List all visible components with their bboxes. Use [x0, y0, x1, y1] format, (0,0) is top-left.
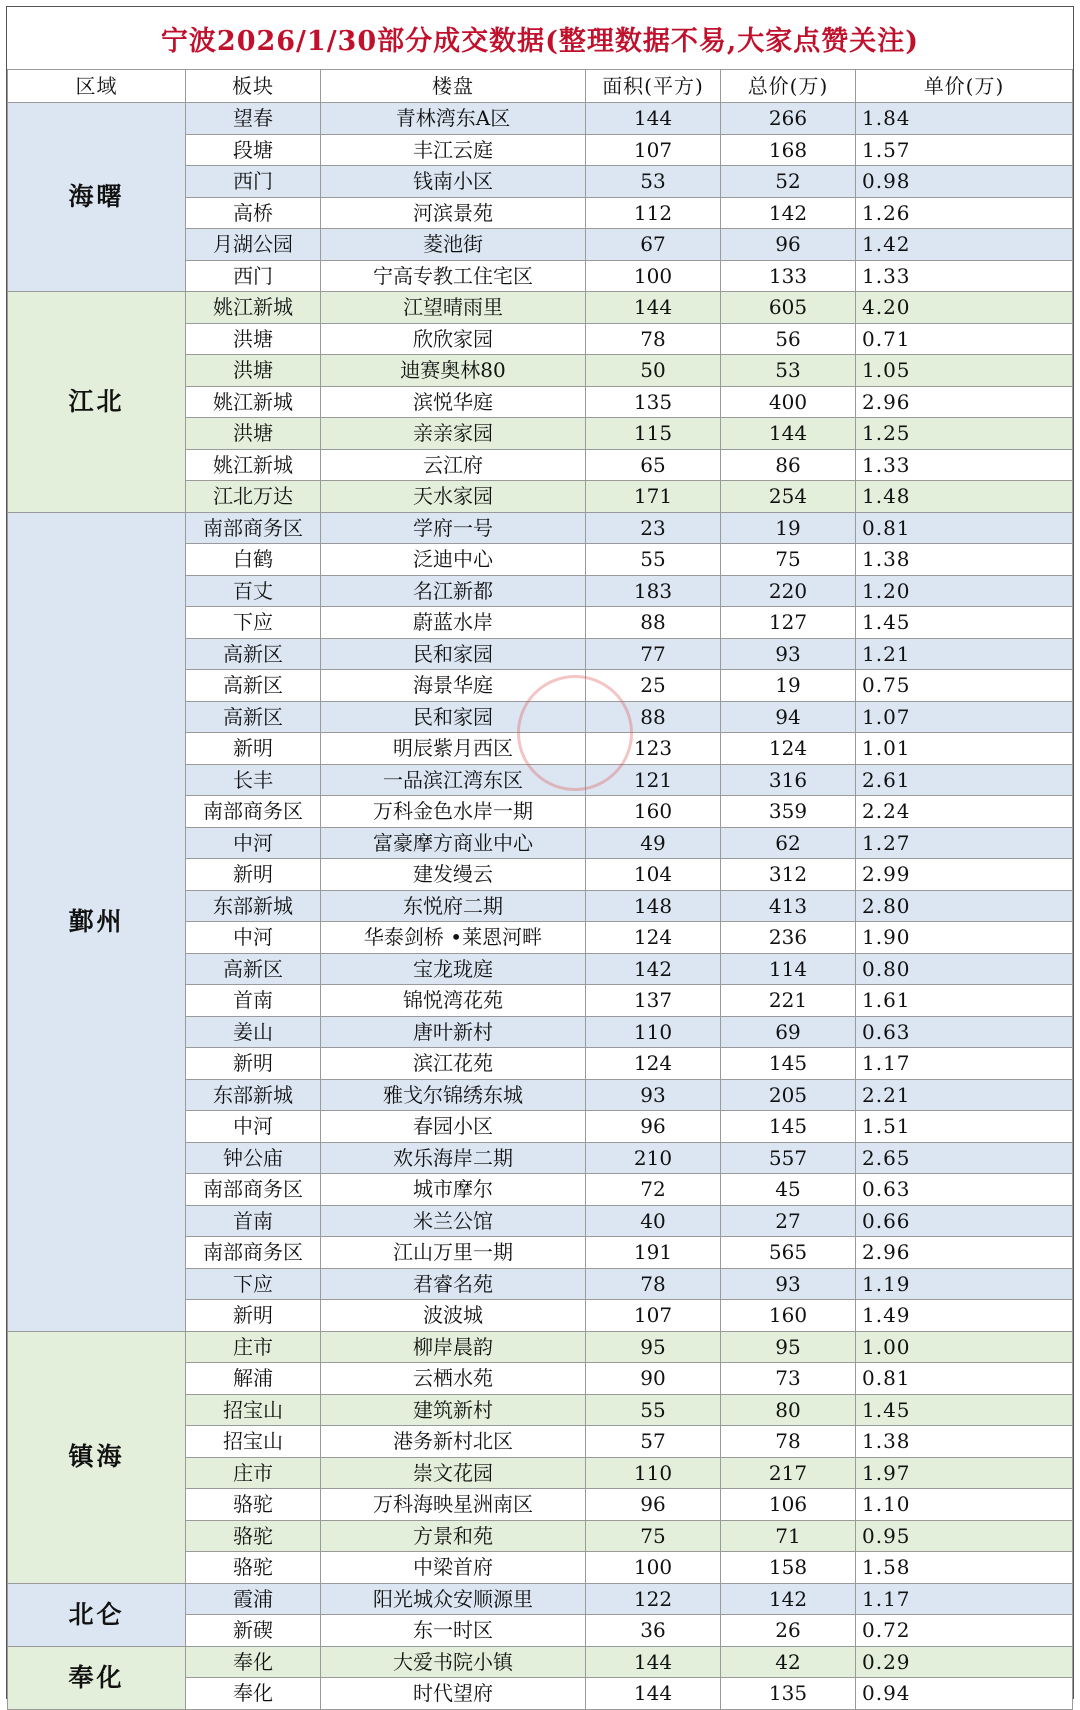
- unit-price-cell: 1.33: [856, 449, 1073, 481]
- total-price-cell: 312: [721, 859, 856, 891]
- estate-cell: 波波城: [321, 1300, 586, 1332]
- unit-price-cell: 0.66: [856, 1205, 1073, 1237]
- area-cell: 110: [586, 1457, 721, 1489]
- sector-cell: 高新区: [186, 953, 321, 985]
- area-cell: 183: [586, 575, 721, 607]
- estate-cell: 港务新村北区: [321, 1426, 586, 1458]
- unit-price-cell: 2.24: [856, 796, 1073, 828]
- area-cell: 144: [586, 1646, 721, 1678]
- unit-price-cell: 0.72: [856, 1615, 1073, 1647]
- estate-cell: 滨江花苑: [321, 1048, 586, 1080]
- total-price-cell: 62: [721, 827, 856, 859]
- unit-price-cell: 2.99: [856, 859, 1073, 891]
- area-cell: 78: [586, 323, 721, 355]
- estate-cell: 钱南小区: [321, 166, 586, 198]
- sector-cell: 庄市: [186, 1457, 321, 1489]
- area-cell: 53: [586, 166, 721, 198]
- area-cell: 93: [586, 1079, 721, 1111]
- header-total-price: 总价(万): [721, 70, 856, 103]
- unit-price-cell: 1.01: [856, 733, 1073, 765]
- estate-cell: 天水家园: [321, 481, 586, 513]
- area-cell: 210: [586, 1142, 721, 1174]
- sector-cell: 下应: [186, 1268, 321, 1300]
- unit-price-cell: 0.80: [856, 953, 1073, 985]
- total-price-cell: 605: [721, 292, 856, 324]
- estate-cell: 蔚蓝水岸: [321, 607, 586, 639]
- unit-price-cell: 1.57: [856, 134, 1073, 166]
- sector-cell: 西门: [186, 260, 321, 292]
- total-price-cell: 168: [721, 134, 856, 166]
- sector-cell: 新明: [186, 1300, 321, 1332]
- sector-cell: 首南: [186, 1205, 321, 1237]
- total-price-cell: 565: [721, 1237, 856, 1269]
- estate-cell: 方景和苑: [321, 1520, 586, 1552]
- region-cell: 奉化: [8, 1646, 186, 1709]
- area-cell: 88: [586, 701, 721, 733]
- area-cell: 72: [586, 1174, 721, 1206]
- estate-cell: 河滨景苑: [321, 197, 586, 229]
- total-price-cell: 19: [721, 670, 856, 702]
- area-cell: 50: [586, 355, 721, 387]
- estate-cell: 春园小区: [321, 1111, 586, 1143]
- estate-cell: 泛迪中心: [321, 544, 586, 576]
- sector-cell: 南部商务区: [186, 796, 321, 828]
- area-cell: 191: [586, 1237, 721, 1269]
- unit-price-cell: 1.38: [856, 1426, 1073, 1458]
- sector-cell: 新明: [186, 859, 321, 891]
- sector-cell: 招宝山: [186, 1394, 321, 1426]
- area-cell: 123: [586, 733, 721, 765]
- sector-cell: 奉化: [186, 1678, 321, 1710]
- area-cell: 96: [586, 1111, 721, 1143]
- unit-price-cell: 1.61: [856, 985, 1073, 1017]
- total-price-cell: 133: [721, 260, 856, 292]
- sector-cell: 骆驼: [186, 1552, 321, 1584]
- sector-cell: 姚江新城: [186, 292, 321, 324]
- total-price-cell: 144: [721, 418, 856, 450]
- estate-cell: 时代望府: [321, 1678, 586, 1710]
- area-cell: 107: [586, 134, 721, 166]
- sector-cell: 中河: [186, 922, 321, 954]
- estate-cell: 万科海映星洲南区: [321, 1489, 586, 1521]
- total-price-cell: 114: [721, 953, 856, 985]
- sector-cell: 中河: [186, 827, 321, 859]
- total-price-cell: 142: [721, 197, 856, 229]
- unit-price-cell: 2.80: [856, 890, 1073, 922]
- total-price-cell: 205: [721, 1079, 856, 1111]
- estate-cell: 欣欣家园: [321, 323, 586, 355]
- total-price-cell: 93: [721, 638, 856, 670]
- header-unit-price: 单价(万): [856, 70, 1073, 103]
- header-area: 面积(平方): [586, 70, 721, 103]
- sector-cell: 段塘: [186, 134, 321, 166]
- estate-cell: 华泰剑桥 •莱恩河畔: [321, 922, 586, 954]
- table-row: [8, 103, 1073, 135]
- sector-cell: 高桥: [186, 197, 321, 229]
- sector-cell: 东部新城: [186, 890, 321, 922]
- estate-cell: 明辰紫月西区: [321, 733, 586, 765]
- estate-cell: 云栖水苑: [321, 1363, 586, 1395]
- unit-price-cell: 1.48: [856, 481, 1073, 513]
- area-cell: 144: [586, 103, 721, 135]
- sector-cell: 南部商务区: [186, 1237, 321, 1269]
- table-body: [8, 103, 1073, 1710]
- sector-cell: 钟公庙: [186, 1142, 321, 1174]
- area-cell: 90: [586, 1363, 721, 1395]
- unit-price-cell: 2.65: [856, 1142, 1073, 1174]
- sector-cell: 姚江新城: [186, 386, 321, 418]
- unit-price-cell: 1.49: [856, 1300, 1073, 1332]
- unit-price-cell: 1.97: [856, 1457, 1073, 1489]
- estate-cell: 万科金色水岸一期: [321, 796, 586, 828]
- sector-cell: 望春: [186, 103, 321, 135]
- total-price-cell: 135: [721, 1678, 856, 1710]
- estate-cell: 欢乐海岸二期: [321, 1142, 586, 1174]
- estate-cell: 青林湾东A区: [321, 103, 586, 135]
- area-cell: 110: [586, 1016, 721, 1048]
- estate-cell: 滨悦华庭: [321, 386, 586, 418]
- sector-cell: 解浦: [186, 1363, 321, 1395]
- unit-price-cell: 2.21: [856, 1079, 1073, 1111]
- estate-cell: 江山万里一期: [321, 1237, 586, 1269]
- total-price-cell: 413: [721, 890, 856, 922]
- area-cell: 67: [586, 229, 721, 261]
- sector-cell: 东部新城: [186, 1079, 321, 1111]
- sector-cell: 百丈: [186, 575, 321, 607]
- area-cell: 148: [586, 890, 721, 922]
- sector-cell: 白鹤: [186, 544, 321, 576]
- unit-price-cell: 1.38: [856, 544, 1073, 576]
- unit-price-cell: 1.10: [856, 1489, 1073, 1521]
- unit-price-cell: 0.71: [856, 323, 1073, 355]
- area-cell: 95: [586, 1331, 721, 1363]
- total-price-cell: 106: [721, 1489, 856, 1521]
- unit-price-cell: 4.20: [856, 292, 1073, 324]
- area-cell: 115: [586, 418, 721, 450]
- area-cell: 160: [586, 796, 721, 828]
- unit-price-cell: 1.21: [856, 638, 1073, 670]
- total-price-cell: 316: [721, 764, 856, 796]
- unit-price-cell: 0.63: [856, 1016, 1073, 1048]
- area-cell: 121: [586, 764, 721, 796]
- area-cell: 75: [586, 1520, 721, 1552]
- total-price-cell: 124: [721, 733, 856, 765]
- area-cell: 40: [586, 1205, 721, 1237]
- estate-cell: 学府一号: [321, 512, 586, 544]
- region-cell: 江北: [8, 292, 186, 513]
- unit-price-cell: 1.33: [856, 260, 1073, 292]
- header-region: 区域: [8, 70, 186, 103]
- sector-cell: 洪塘: [186, 355, 321, 387]
- total-price-cell: 53: [721, 355, 856, 387]
- total-price-cell: 94: [721, 701, 856, 733]
- unit-price-cell: 1.19: [856, 1268, 1073, 1300]
- unit-price-cell: 1.05: [856, 355, 1073, 387]
- estate-cell: 城市摩尔: [321, 1174, 586, 1206]
- transaction-table: [7, 69, 1073, 1710]
- unit-price-cell: 0.95: [856, 1520, 1073, 1552]
- total-price-cell: 27: [721, 1205, 856, 1237]
- sheet-title: 宁波2026/1/30部分成交数据(整理数据不易,大家点赞关注): [7, 7, 1073, 70]
- sector-cell: 月湖公园: [186, 229, 321, 261]
- unit-price-cell: 1.27: [856, 827, 1073, 859]
- table-row: [8, 292, 1073, 324]
- total-price-cell: 19: [721, 512, 856, 544]
- sector-cell: 南部商务区: [186, 512, 321, 544]
- total-price-cell: 26: [721, 1615, 856, 1647]
- area-cell: 142: [586, 953, 721, 985]
- estate-cell: 云江府: [321, 449, 586, 481]
- unit-price-cell: 0.29: [856, 1646, 1073, 1678]
- area-cell: 122: [586, 1583, 721, 1615]
- area-cell: 137: [586, 985, 721, 1017]
- estate-cell: 柳岸晨韵: [321, 1331, 586, 1363]
- estate-cell: 名江新都: [321, 575, 586, 607]
- total-price-cell: 71: [721, 1520, 856, 1552]
- total-price-cell: 75: [721, 544, 856, 576]
- sector-cell: 洪塘: [186, 323, 321, 355]
- estate-cell: 民和家园: [321, 638, 586, 670]
- area-cell: 112: [586, 197, 721, 229]
- total-price-cell: 52: [721, 166, 856, 198]
- estate-cell: 宝龙珑庭: [321, 953, 586, 985]
- total-price-cell: 254: [721, 481, 856, 513]
- unit-price-cell: 1.26: [856, 197, 1073, 229]
- area-cell: 144: [586, 1678, 721, 1710]
- area-cell: 49: [586, 827, 721, 859]
- estate-cell: 一品滨江湾东区: [321, 764, 586, 796]
- area-cell: 100: [586, 260, 721, 292]
- unit-price-cell: 1.45: [856, 607, 1073, 639]
- area-cell: 104: [586, 859, 721, 891]
- total-price-cell: 217: [721, 1457, 856, 1489]
- estate-cell: 亲亲家园: [321, 418, 586, 450]
- estate-cell: 海景华庭: [321, 670, 586, 702]
- total-price-cell: 69: [721, 1016, 856, 1048]
- unit-price-cell: 1.20: [856, 575, 1073, 607]
- sector-cell: 洪塘: [186, 418, 321, 450]
- estate-cell: 东一时区: [321, 1615, 586, 1647]
- sector-cell: 中河: [186, 1111, 321, 1143]
- unit-price-cell: 0.98: [856, 166, 1073, 198]
- sector-cell: 南部商务区: [186, 1174, 321, 1206]
- sector-cell: 首南: [186, 985, 321, 1017]
- unit-price-cell: 1.58: [856, 1552, 1073, 1584]
- total-price-cell: 142: [721, 1583, 856, 1615]
- unit-price-cell: 1.00: [856, 1331, 1073, 1363]
- area-cell: 78: [586, 1268, 721, 1300]
- table-row: [8, 512, 1073, 544]
- total-price-cell: 145: [721, 1111, 856, 1143]
- total-price-cell: 221: [721, 985, 856, 1017]
- unit-price-cell: 0.81: [856, 512, 1073, 544]
- sector-cell: 下应: [186, 607, 321, 639]
- total-price-cell: 95: [721, 1331, 856, 1363]
- estate-cell: 建发缦云: [321, 859, 586, 891]
- area-cell: 88: [586, 607, 721, 639]
- region-cell: 海曙: [8, 103, 186, 292]
- total-price-cell: 145: [721, 1048, 856, 1080]
- estate-cell: 大爱书院小镇: [321, 1646, 586, 1678]
- unit-price-cell: 1.51: [856, 1111, 1073, 1143]
- unit-price-cell: 1.07: [856, 701, 1073, 733]
- sector-cell: 高新区: [186, 670, 321, 702]
- unit-price-cell: 1.90: [856, 922, 1073, 954]
- area-cell: 77: [586, 638, 721, 670]
- sector-cell: 姜山: [186, 1016, 321, 1048]
- total-price-cell: 359: [721, 796, 856, 828]
- estate-cell: 锦悦湾花苑: [321, 985, 586, 1017]
- total-price-cell: 93: [721, 1268, 856, 1300]
- estate-cell: 民和家园: [321, 701, 586, 733]
- unit-price-cell: 1.45: [856, 1394, 1073, 1426]
- total-price-cell: 42: [721, 1646, 856, 1678]
- area-cell: 65: [586, 449, 721, 481]
- unit-price-cell: 2.61: [856, 764, 1073, 796]
- region-cell: 北仑: [8, 1583, 186, 1646]
- total-price-cell: 127: [721, 607, 856, 639]
- header-row: [8, 70, 1073, 103]
- area-cell: 124: [586, 922, 721, 954]
- area-cell: 57: [586, 1426, 721, 1458]
- estate-cell: 丰江云庭: [321, 134, 586, 166]
- estate-cell: 东悦府二期: [321, 890, 586, 922]
- estate-cell: 建筑新村: [321, 1394, 586, 1426]
- total-price-cell: 73: [721, 1363, 856, 1395]
- total-price-cell: 400: [721, 386, 856, 418]
- estate-cell: 君睿名苑: [321, 1268, 586, 1300]
- unit-price-cell: 2.96: [856, 386, 1073, 418]
- total-price-cell: 56: [721, 323, 856, 355]
- estate-cell: 米兰公馆: [321, 1205, 586, 1237]
- area-cell: 55: [586, 544, 721, 576]
- total-price-cell: 96: [721, 229, 856, 261]
- sector-cell: 西门: [186, 166, 321, 198]
- area-cell: 36: [586, 1615, 721, 1647]
- estate-cell: 唐叶新村: [321, 1016, 586, 1048]
- unit-price-cell: 1.17: [856, 1583, 1073, 1615]
- unit-price-cell: 0.94: [856, 1678, 1073, 1710]
- sector-cell: 奉化: [186, 1646, 321, 1678]
- unit-price-cell: 2.96: [856, 1237, 1073, 1269]
- sector-cell: 高新区: [186, 701, 321, 733]
- sector-cell: 江北万达: [186, 481, 321, 513]
- total-price-cell: 160: [721, 1300, 856, 1332]
- area-cell: 55: [586, 1394, 721, 1426]
- total-price-cell: 236: [721, 922, 856, 954]
- unit-price-cell: 1.25: [856, 418, 1073, 450]
- total-price-cell: 220: [721, 575, 856, 607]
- table-row: [8, 1331, 1073, 1363]
- sector-cell: 新明: [186, 733, 321, 765]
- sector-cell: 新明: [186, 1048, 321, 1080]
- total-price-cell: 158: [721, 1552, 856, 1584]
- unit-price-cell: 1.84: [856, 103, 1073, 135]
- estate-cell: 富豪摩方商业中心: [321, 827, 586, 859]
- region-cell: 镇海: [8, 1331, 186, 1583]
- unit-price-cell: 0.63: [856, 1174, 1073, 1206]
- unit-price-cell: 1.17: [856, 1048, 1073, 1080]
- estate-cell: 江望晴雨里: [321, 292, 586, 324]
- total-price-cell: 80: [721, 1394, 856, 1426]
- sector-cell: 霞浦: [186, 1583, 321, 1615]
- unit-price-cell: 0.81: [856, 1363, 1073, 1395]
- total-price-cell: 45: [721, 1174, 856, 1206]
- estate-cell: 中梁首府: [321, 1552, 586, 1584]
- total-price-cell: 78: [721, 1426, 856, 1458]
- table-row: [8, 1583, 1073, 1615]
- total-price-cell: 266: [721, 103, 856, 135]
- sector-cell: 姚江新城: [186, 449, 321, 481]
- sector-cell: 长丰: [186, 764, 321, 796]
- sector-cell: 骆驼: [186, 1520, 321, 1552]
- total-price-cell: 557: [721, 1142, 856, 1174]
- data-sheet: [6, 6, 1074, 1706]
- area-cell: 144: [586, 292, 721, 324]
- sector-cell: 骆驼: [186, 1489, 321, 1521]
- unit-price-cell: 0.75: [856, 670, 1073, 702]
- estate-cell: 宁高专教工住宅区: [321, 260, 586, 292]
- estate-cell: 雅戈尔锦绣东城: [321, 1079, 586, 1111]
- sector-cell: 招宝山: [186, 1426, 321, 1458]
- sector-cell: 新碶: [186, 1615, 321, 1647]
- estate-cell: 崇文花园: [321, 1457, 586, 1489]
- area-cell: 96: [586, 1489, 721, 1521]
- total-price-cell: 86: [721, 449, 856, 481]
- area-cell: 124: [586, 1048, 721, 1080]
- estate-cell: 阳光城众安顺源里: [321, 1583, 586, 1615]
- table-row: [8, 1646, 1073, 1678]
- unit-price-cell: 1.42: [856, 229, 1073, 261]
- sector-cell: 高新区: [186, 638, 321, 670]
- area-cell: 100: [586, 1552, 721, 1584]
- estate-cell: 迪赛奥林80: [321, 355, 586, 387]
- header-estate: 楼盘: [321, 70, 586, 103]
- area-cell: 107: [586, 1300, 721, 1332]
- estate-cell: 菱池街: [321, 229, 586, 261]
- area-cell: 135: [586, 386, 721, 418]
- area-cell: 171: [586, 481, 721, 513]
- area-cell: 25: [586, 670, 721, 702]
- sector-cell: 庄市: [186, 1331, 321, 1363]
- header-sector: 板块: [186, 70, 321, 103]
- area-cell: 23: [586, 512, 721, 544]
- region-cell: 鄞州: [8, 512, 186, 1331]
